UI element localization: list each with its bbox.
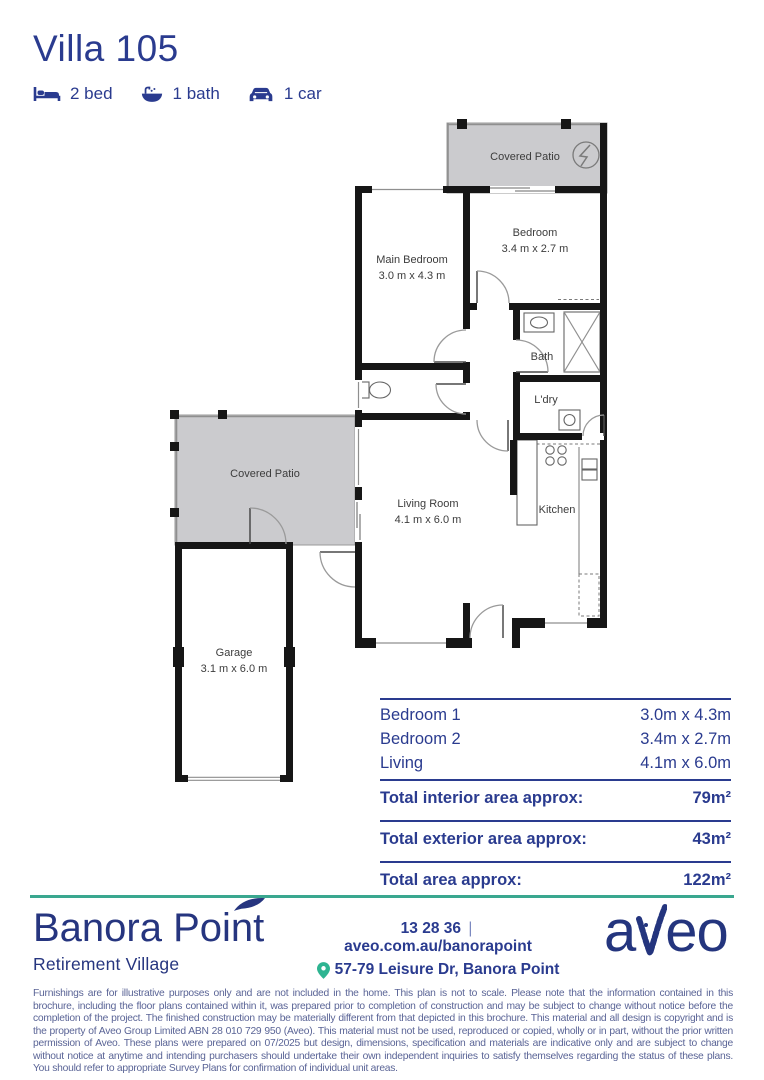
- room-label: L'dry: [534, 394, 558, 406]
- patio-post: [170, 442, 179, 451]
- total-value: 122m²: [683, 871, 731, 889]
- row-label: Bedroom 2: [380, 729, 461, 748]
- footer-divider: [30, 895, 734, 898]
- aveo-logo: [604, 899, 728, 964]
- kitchen-sink-bowl: [582, 459, 597, 469]
- row-label: Bedroom 1: [380, 705, 461, 724]
- village-logo: [33, 906, 264, 975]
- stove-burner: [558, 446, 566, 454]
- contact-phone-web: [312, 920, 564, 956]
- table-row: [380, 751, 731, 775]
- total-label: Total exterior area approx:: [380, 830, 587, 848]
- stove-burner: [546, 457, 554, 465]
- stove-burner: [558, 457, 566, 465]
- feature-baths-label: 1 bath: [172, 84, 220, 103]
- room-dims: 3.0 m x 4.3 m: [378, 270, 446, 282]
- row-value: 4.1m x 6.0m: [640, 753, 731, 772]
- aveo-logo-eo: eo: [665, 899, 728, 964]
- bath-basin: [531, 317, 548, 328]
- fridge-space-dashed: [579, 574, 599, 616]
- car-icon: [247, 86, 275, 103]
- table-row: [380, 727, 731, 751]
- feature-beds: [33, 84, 113, 104]
- bed-icon: [33, 85, 61, 103]
- feature-baths: [140, 84, 220, 104]
- covered-patio-left-area: [175, 415, 355, 545]
- patio-post: [457, 119, 467, 129]
- room-dims: 3.4 m x 2.7 m: [501, 243, 569, 255]
- total-label: Total interior area approx:: [380, 789, 584, 807]
- bath-icon: [140, 85, 164, 104]
- website-url: aveo.com.au/banorapoint: [344, 938, 532, 955]
- disclaimer-text: Furnishings are for illustrative purposes only and are not included in the home. This plan is not to scale. Please note that the information contained in this brochure, including the floor plans contained within it, was prepared prior to completion of construction and may be subject to change without notice before the completion of the project. The finished construction may be materially different from that depicted in this brochure. This material and all design is copyright and is the property of Aveo Group Limited ABN 28 010 729 950 (Aveo). This material must not be used, reproduced or copied, wholly or in part, without the prior written permission of Aveo. These plans were prepared on 07/2025 but design, dimensions, specification and materials are indicative only and are subject to change without notice at anytime and intending purchasers should undertake their own independent inquiries to satisfy themselves regarding the status of these plans. You should refer to appropriate Survey Plans for confirmation of individual unit areas.: [33, 988, 733, 1075]
- leaf-icon: [232, 897, 268, 912]
- separator: |: [468, 920, 473, 937]
- bedroom2-door: [477, 271, 509, 303]
- page-title: Villa 105: [33, 28, 179, 69]
- area-table: [380, 698, 731, 898]
- front-door: [470, 605, 503, 638]
- total-value: 79m²: [692, 789, 731, 807]
- room-label: Living Room: [397, 498, 459, 510]
- room-label: Kitchen: [538, 504, 576, 516]
- garage-wall-nib: [173, 647, 184, 667]
- room-label: Bath: [530, 351, 554, 363]
- row-value: 3.0m x 4.3m: [640, 705, 731, 724]
- toilet-tank: [361, 382, 369, 398]
- total-row: [380, 820, 731, 857]
- entry-door: [320, 552, 355, 587]
- row-label: Living: [380, 753, 424, 772]
- total-value: 43m²: [692, 830, 731, 848]
- laundry-tub-bowl: [564, 415, 575, 426]
- feature-beds-label: 2 bed: [70, 84, 113, 103]
- total-row: [380, 861, 731, 898]
- village-name-text: Banora Point: [33, 906, 265, 950]
- fixtures-group: [361, 300, 600, 617]
- feature-list: [33, 84, 322, 104]
- feature-cars-label: 1 car: [283, 84, 322, 103]
- wc-door: [436, 384, 466, 414]
- room-label: Covered Patio: [490, 151, 560, 163]
- patio-post: [218, 410, 227, 419]
- hall-door: [477, 420, 508, 451]
- phone-number: 13 28 36: [400, 920, 461, 937]
- feature-cars: [247, 84, 322, 104]
- kitchen-sink-bowl: [582, 470, 597, 480]
- contact-block: [312, 920, 564, 979]
- stove-burner: [546, 446, 554, 454]
- patio-post: [170, 508, 179, 517]
- total-row: [380, 779, 731, 816]
- row-value: 3.4m x 2.7m: [640, 729, 731, 748]
- kitchen-peninsula-counter: [517, 440, 537, 525]
- room-label: Main Bedroom: [376, 254, 448, 266]
- aveo-logo-a: a: [604, 899, 636, 964]
- total-label: Total area approx:: [380, 871, 522, 889]
- room-dims: 3.1 m x 6.0 m: [200, 663, 268, 675]
- room-label: Covered Patio: [230, 468, 300, 480]
- toilet-bowl: [370, 382, 391, 398]
- room-label: Bedroom: [512, 227, 558, 239]
- room-dims: 4.1 m x 6.0 m: [394, 514, 462, 526]
- room-label: Garage: [215, 647, 253, 659]
- table-row: [380, 703, 731, 727]
- contact-address: [312, 961, 564, 979]
- location-pin-icon: [317, 962, 330, 979]
- village-subtitle: Retirement Village: [33, 954, 180, 974]
- patio-post: [170, 410, 179, 419]
- village-name: [33, 906, 264, 951]
- aveo-leaf-v-icon: [633, 903, 667, 959]
- patio-post: [561, 119, 571, 129]
- address-text: 57-79 Leisure Dr, Banora Point: [334, 961, 560, 978]
- garage-wall-nib: [284, 647, 295, 667]
- main-bedroom-door: [434, 330, 466, 362]
